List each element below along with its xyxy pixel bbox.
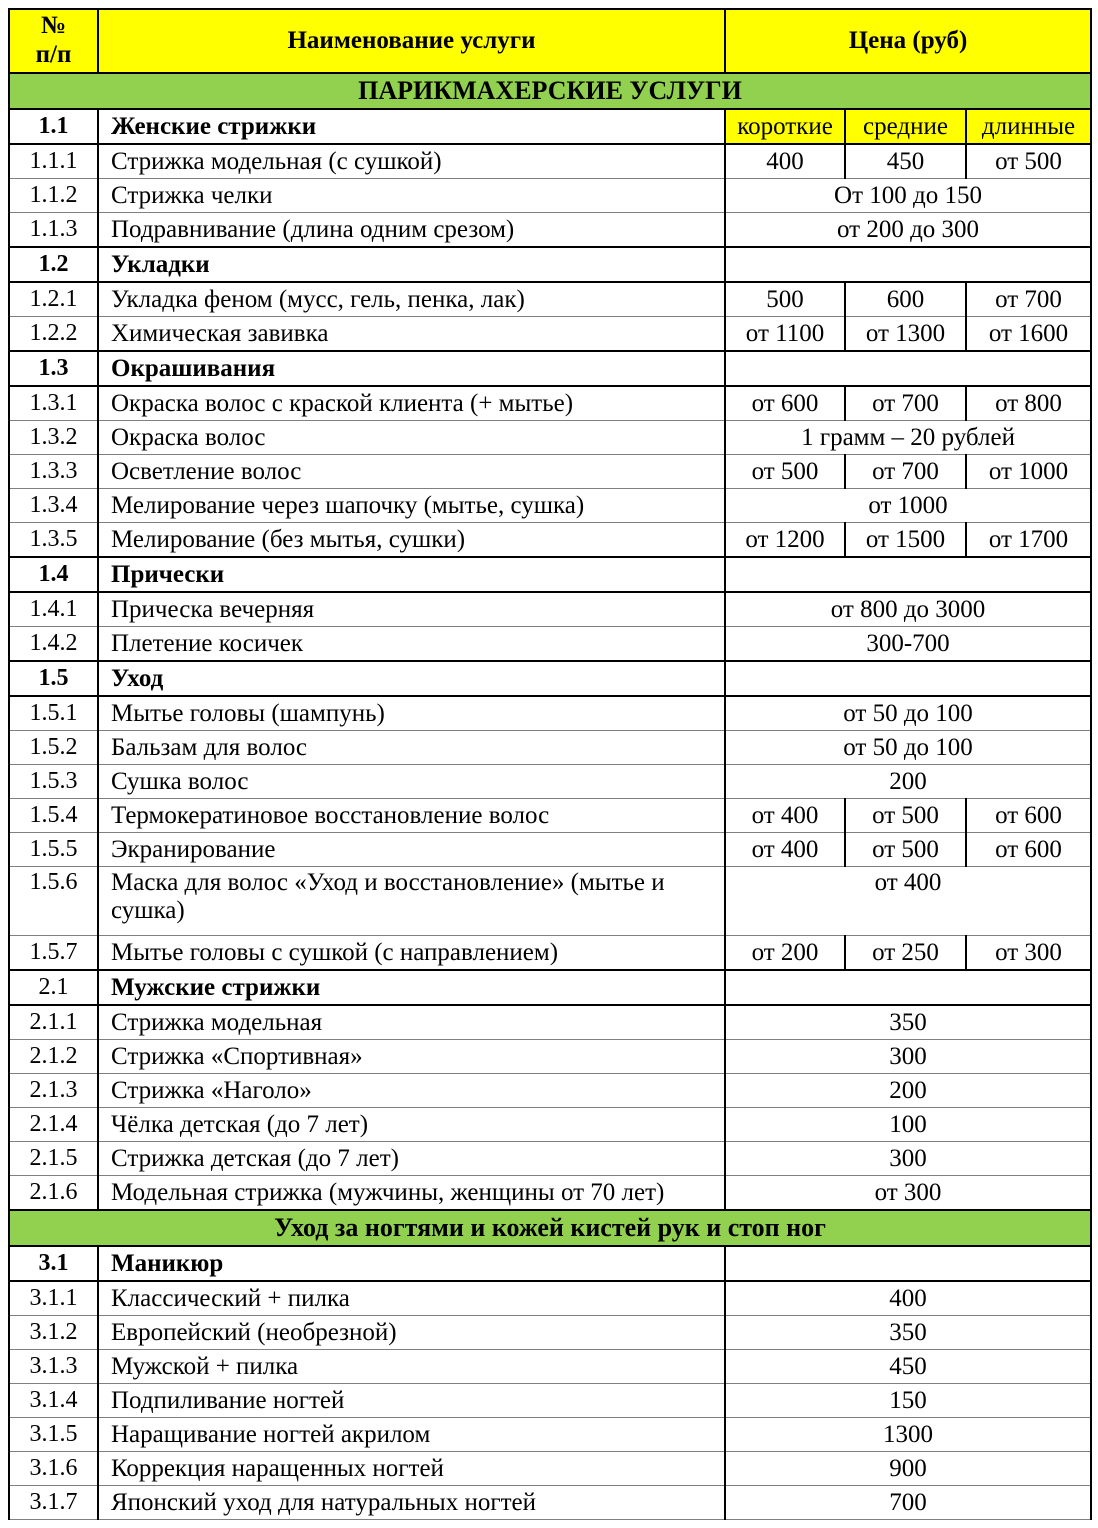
- price-cell: 900: [725, 1452, 1091, 1486]
- price-empty-cell: [725, 351, 1091, 386]
- row-number-cell: 1.5.5: [9, 833, 98, 867]
- service-name-cell: Прически: [98, 557, 725, 592]
- price-cell: 350: [725, 1005, 1091, 1040]
- row-number-cell: 2.1.6: [9, 1176, 98, 1211]
- service-name-cell: Плетение косичек: [98, 627, 725, 662]
- table-row: [9, 144, 1091, 179]
- service-name-cell: Женские стрижки: [98, 109, 725, 144]
- table-row: [9, 1384, 1091, 1418]
- service-name-cell: Экранирование: [98, 833, 725, 867]
- table-row: [9, 696, 1091, 731]
- row-number-cell: 3.1.3: [9, 1350, 98, 1384]
- service-name-cell: Стрижка детская (до 7 лет): [98, 1142, 725, 1176]
- service-name-cell: Прическа вечерняя: [98, 592, 725, 627]
- table-header-row: [9, 9, 1091, 73]
- price-cell: от 700: [845, 455, 966, 489]
- price-cell: от 800 до 3000: [725, 592, 1091, 627]
- service-name-cell: Окрашивания: [98, 351, 725, 386]
- table-row: [9, 282, 1091, 317]
- table-row: [9, 557, 1091, 592]
- row-number-cell: 1.2: [9, 247, 98, 282]
- col-header-num-line1: №: [40, 12, 67, 40]
- service-name-cell: Наращивание ногтей акрилом: [98, 1418, 725, 1452]
- price-cell: от 1500: [845, 523, 966, 558]
- service-name-cell: Бальзам для волос: [98, 731, 725, 765]
- price-empty-cell: [725, 557, 1091, 592]
- table-row: [9, 1074, 1091, 1108]
- row-number-cell: 3.1.5: [9, 1418, 98, 1452]
- row-number-cell: 3.1.6: [9, 1452, 98, 1486]
- price-cell: от 1000: [966, 455, 1091, 489]
- price-cell: 200: [725, 1074, 1091, 1108]
- col-header-price: Цена (руб): [725, 9, 1091, 73]
- price-cell: от 600: [966, 833, 1091, 867]
- row-number-cell: 1.5.6: [9, 867, 98, 936]
- price-empty-cell: [725, 970, 1091, 1005]
- price-cell: 450: [725, 1350, 1091, 1384]
- row-number-cell: 1.3: [9, 351, 98, 386]
- table-row: [9, 1486, 1091, 1520]
- price-cell: от 400: [725, 833, 845, 867]
- price-subheader-cell: средние: [845, 109, 966, 144]
- table-row: [9, 867, 1091, 936]
- row-number-cell: 3.1: [9, 1246, 98, 1281]
- row-number-cell: 2.1.2: [9, 1040, 98, 1074]
- service-name-cell: Подпиливание ногтей: [98, 1384, 725, 1418]
- row-number-cell: 1.4.2: [9, 627, 98, 662]
- table-row: [9, 1108, 1091, 1142]
- row-number-cell: 2.1.4: [9, 1108, 98, 1142]
- service-name-cell: Мытье головы с сушкой (с направлением): [98, 936, 725, 971]
- table-row: [9, 592, 1091, 627]
- table-row: [9, 1350, 1091, 1384]
- service-name-cell: Подравнивание (длина одним срезом): [98, 213, 725, 248]
- price-cell: 200: [725, 765, 1091, 799]
- table-row: [9, 661, 1091, 696]
- col-header-num: [9, 9, 98, 73]
- row-number-cell: 3.1.1: [9, 1281, 98, 1316]
- price-cell: от 50 до 100: [725, 731, 1091, 765]
- table-row: [9, 1246, 1091, 1281]
- service-name-cell: Стрижка «Спортивная»: [98, 1040, 725, 1074]
- service-name-cell: Мужской + пилка: [98, 1350, 725, 1384]
- row-number-cell: 1.5.3: [9, 765, 98, 799]
- service-name-cell: Стрижка «Наголо»: [98, 1074, 725, 1108]
- table-row: [9, 179, 1091, 213]
- price-subheader-cell: короткие: [725, 109, 845, 144]
- row-number-cell: 2.1.5: [9, 1142, 98, 1176]
- price-cell: 300-700: [725, 627, 1091, 662]
- price-cell: от 400: [725, 867, 1091, 936]
- price-cell: от 1300: [845, 317, 966, 352]
- service-name-cell: Европейский (необрезной): [98, 1316, 725, 1350]
- table-row: [9, 731, 1091, 765]
- table-row: [9, 386, 1091, 421]
- service-name-cell: Маникюр: [98, 1246, 725, 1281]
- row-number-cell: 1.4.1: [9, 592, 98, 627]
- service-name-cell: Мелирование (без мытья, сушки): [98, 523, 725, 558]
- table-row: [9, 833, 1091, 867]
- table-row: [9, 317, 1091, 352]
- row-number-cell: 1.5.7: [9, 936, 98, 971]
- price-cell: от 400: [725, 799, 845, 833]
- price-cell: от 1000: [725, 489, 1091, 523]
- row-number-cell: 1.3.2: [9, 421, 98, 455]
- table-row: [9, 765, 1091, 799]
- table-row: [9, 421, 1091, 455]
- service-name-cell: Стрижка модельная: [98, 1005, 725, 1040]
- price-empty-cell: [725, 247, 1091, 282]
- price-cell: 100: [725, 1108, 1091, 1142]
- row-number-cell: 3.1.7: [9, 1486, 98, 1520]
- row-number-cell: 1.4: [9, 557, 98, 592]
- price-cell: от 700: [966, 282, 1091, 317]
- section-banner-label: Уход за ногтями и кожей кистей рук и стоп ног: [9, 1210, 1091, 1246]
- service-name-cell: Уход: [98, 661, 725, 696]
- col-header-service: Наименование услуги: [98, 9, 725, 73]
- service-name-cell: Мужские стрижки: [98, 970, 725, 1005]
- table-row: [9, 1142, 1091, 1176]
- price-cell: от 500: [845, 833, 966, 867]
- service-name-cell: Окраска волос с краской клиента (+ мытье): [98, 386, 725, 421]
- table-row: [9, 936, 1091, 971]
- price-cell: 1300: [725, 1418, 1091, 1452]
- service-name-cell: Стрижка модельная (с сушкой): [98, 144, 725, 179]
- price-cell: от 700: [845, 386, 966, 421]
- service-name-cell: Модельная стрижка (мужчины, женщины от 70 лет): [98, 1176, 725, 1211]
- price-cell: от 500: [966, 144, 1091, 179]
- price-subheader-cell: длинные: [966, 109, 1091, 144]
- service-name-cell: Окраска волос: [98, 421, 725, 455]
- table-row: [9, 1040, 1091, 1074]
- service-name-cell: Коррекция наращенных ногтей: [98, 1452, 725, 1486]
- price-cell: 500: [725, 282, 845, 317]
- price-cell: от 500: [725, 455, 845, 489]
- price-cell: 300: [725, 1142, 1091, 1176]
- price-cell: от 500: [845, 799, 966, 833]
- price-table: [8, 8, 1092, 1520]
- row-number-cell: 2.1: [9, 970, 98, 1005]
- row-number-cell: 2.1.1: [9, 1005, 98, 1040]
- table-row: [9, 1005, 1091, 1040]
- row-number-cell: 1.3.4: [9, 489, 98, 523]
- price-cell: от 300: [966, 936, 1091, 971]
- row-number-cell: 3.1.4: [9, 1384, 98, 1418]
- table-row: [9, 1281, 1091, 1316]
- row-number-cell: 1.5.1: [9, 696, 98, 731]
- service-name-cell: Осветление волос: [98, 455, 725, 489]
- row-number-cell: 3.1.2: [9, 1316, 98, 1350]
- service-name-cell: Классический + пилка: [98, 1281, 725, 1316]
- table-row: [9, 455, 1091, 489]
- section-banner-row: [9, 1210, 1091, 1246]
- table-row: [9, 1452, 1091, 1486]
- row-number-cell: 1.3.3: [9, 455, 98, 489]
- table-row: [9, 109, 1091, 144]
- row-number-cell: 1.5.4: [9, 799, 98, 833]
- table-row: [9, 799, 1091, 833]
- table-row: [9, 213, 1091, 248]
- row-number-cell: 1.5.2: [9, 731, 98, 765]
- service-name-cell: Мытье головы (шампунь): [98, 696, 725, 731]
- price-cell: от 600: [725, 386, 845, 421]
- price-cell: 600: [845, 282, 966, 317]
- row-number-cell: 2.1.3: [9, 1074, 98, 1108]
- service-name-cell: Укладки: [98, 247, 725, 282]
- price-cell: 400: [725, 1281, 1091, 1316]
- service-name-cell: Японский уход для натуральных ногтей: [98, 1486, 725, 1520]
- price-cell: От 100 до 150: [725, 179, 1091, 213]
- service-name-cell: Мелирование через шапочку (мытье, сушка): [98, 489, 725, 523]
- price-empty-cell: [725, 661, 1091, 696]
- row-number-cell: 1.1.1: [9, 144, 98, 179]
- row-number-cell: 1.2.1: [9, 282, 98, 317]
- row-number-cell: 1.1.3: [9, 213, 98, 248]
- table-row: [9, 1176, 1091, 1211]
- section-banner-row: [9, 73, 1091, 109]
- price-table-body: [9, 73, 1091, 1520]
- price-cell: 700: [725, 1486, 1091, 1520]
- service-name-cell: Сушка волос: [98, 765, 725, 799]
- price-cell: от 250: [845, 936, 966, 971]
- price-cell: 300: [725, 1040, 1091, 1074]
- row-number-cell: 1.1.2: [9, 179, 98, 213]
- row-number-cell: 1.3.5: [9, 523, 98, 558]
- price-cell: от 50 до 100: [725, 696, 1091, 731]
- table-row: [9, 1418, 1091, 1452]
- price-cell: от 1100: [725, 317, 845, 352]
- table-row: [9, 351, 1091, 386]
- price-cell: от 1700: [966, 523, 1091, 558]
- price-cell: 150: [725, 1384, 1091, 1418]
- price-cell: от 1600: [966, 317, 1091, 352]
- section-banner-label: ПАРИКМАХЕРСКИЕ УСЛУГИ: [9, 73, 1091, 109]
- col-header-num-line2: п/п: [35, 41, 72, 68]
- table-row: [9, 247, 1091, 282]
- price-empty-cell: [725, 1246, 1091, 1281]
- price-cell: от 200 до 300: [725, 213, 1091, 248]
- price-cell: от 200: [725, 936, 845, 971]
- row-number-cell: 1.1: [9, 109, 98, 144]
- price-cell: от 800: [966, 386, 1091, 421]
- price-cell: 450: [845, 144, 966, 179]
- service-name-cell: Маска для волос «Уход и восстановление» (мытье и сушка): [98, 867, 725, 936]
- service-name-cell: Химическая завивка: [98, 317, 725, 352]
- service-name-cell: Термокератиновое восстановление волос: [98, 799, 725, 833]
- price-cell: 1 грамм – 20 рублей: [725, 421, 1091, 455]
- service-name-cell: Стрижка челки: [98, 179, 725, 213]
- table-row: [9, 627, 1091, 662]
- price-cell: от 600: [966, 799, 1091, 833]
- table-row: [9, 489, 1091, 523]
- price-cell: 350: [725, 1316, 1091, 1350]
- service-name-cell: Укладка феном (мусс, гель, пенка, лак): [98, 282, 725, 317]
- row-number-cell: 1.3.1: [9, 386, 98, 421]
- service-name-cell: Чёлка детская (до 7 лет): [98, 1108, 725, 1142]
- price-cell: 400: [725, 144, 845, 179]
- table-row: [9, 1316, 1091, 1350]
- price-cell: от 1200: [725, 523, 845, 558]
- table-row: [9, 970, 1091, 1005]
- row-number-cell: 1.2.2: [9, 317, 98, 352]
- price-cell: от 300: [725, 1176, 1091, 1211]
- row-number-cell: 1.5: [9, 661, 98, 696]
- table-row: [9, 523, 1091, 558]
